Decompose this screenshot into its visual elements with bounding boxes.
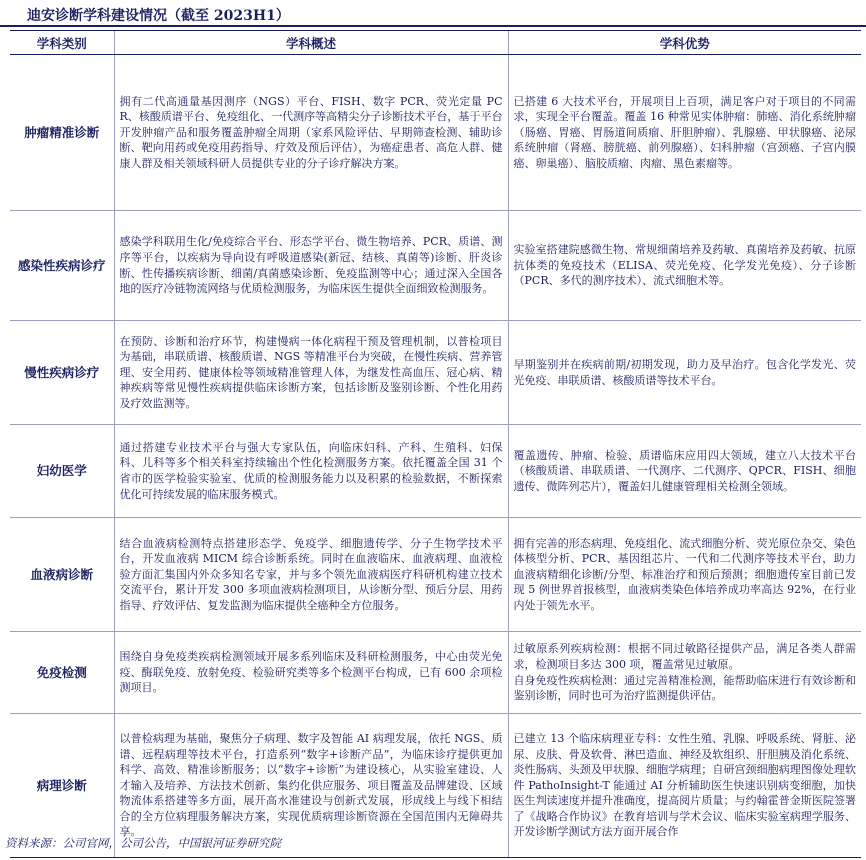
overview-cell: 拥有二代高通量基因测序（NGS）平台、FISH、数字 PCR、荧光定量 PCR、核酸质谱平台、免疫组化、一代测序等高精尖分子诊断技术平台，基于平台开发肿瘤产品和服务覆盖肿瘤全周期（家系风险评估、早期筛查检测、辅助诊断、靶向用药或免疫用药指导、疗效及预后评估），为癌症患者、高危人群、健康人群及相关领域科研人员提供专业的分子诊疗解决方案。 (114, 55, 508, 211)
advantage-cell: 已搭建 6 大技术平台，开展项目上百项，满足客户对于项目的不同需求，实现全平台覆盖。覆盖 16 种常见实体肿瘤：肺癌、消化系统肿瘤（肠癌、胃癌、胃肠道间质瘤、肝胆肿瘤）、乳腺癌、甲状腺癌、泌尿系统肿瘤（肾癌、膀胱癌、前列腺癌）、妇科肿瘤（宫颈癌、子宫内膜癌、卵巢癌）、脑胶质瘤、肉瘤、黑色素瘤等。 (508, 55, 861, 211)
category-cell: 免疫检测 (10, 632, 114, 714)
overview-cell: 在预防、诊断和治疗环节，构建慢病一体化病程干预及管理机制，以普检项目为基础，串联质谱、核酸质谱、NGS 等精准平台为突破，在慢性疾病、营养管理、安全用药、健康体检等领域精准管理人体，为继发性高血压、冠心病、精神疾病等常见慢性疾病提供临床诊断方案，包括诊断及鉴别诊断、个性化用药及疗效监测等。 (114, 321, 508, 425)
category-cell: 感染性疾病诊疗 (10, 211, 114, 321)
header-overview: 学科概述 (114, 31, 508, 55)
category-cell: 肿瘤精准诊断 (10, 55, 114, 211)
overview-cell: 感染学科联用生化/免疫综合平台、形态学平台、微生物培养、PCR、质谱、测序等平台，以疾病为导向设有呼吸道感染(新冠、结核、真菌等)诊断、肝炎诊断、性传播疾病诊断、细菌/真菌感染诊断、免疫监测等中心；通过深入全国各地的医疗冷链物流网络与优质检测服务，为临床医生提供全面细致检测服务。 (114, 211, 508, 321)
table-row (10, 518, 861, 632)
category-cell: 病理诊断 (10, 714, 114, 858)
overview-cell: 通过搭建专业技术平台与强大专家队伍，向临床妇科、产科、生殖科、妇保科、儿科等多个相关科室持续输出个性化检测服务方案。依托覆盖全国 31 个省市的医学检验实验室、优质的检测服务能力以及积累的检验数据，不断探索优化可持续发展的临床服务模式。 (114, 425, 508, 518)
table-header-row (10, 31, 861, 55)
discipline-table (10, 30, 861, 858)
advantage-cell: 早期鉴别并在疾病前期/初期发现，助力及早治疗。包含化学发光、荧光免疫、串联质谱、核酸质谱等技术平台。 (508, 321, 861, 425)
advantage-cell: 拥有完善的形态病理、免疫组化、流式细胞分析、荧光原位杂交、染色体核型分析、PCR、基因组芯片、一代和二代测序等技术平台，助力血液病精细化诊断/分型、标准治疗和预后预测；细胞遗传室目前已发现 5 例世界首报核型，血液病类染色体培养成功率高达 92%，在行业内处于领先水平。 (508, 518, 861, 632)
category-cell: 血液病诊断 (10, 518, 114, 632)
table-row (10, 425, 861, 518)
overview-cell: 围绕自身免疫类疾病检测领域开展多系列临床及科研检测服务，中心由荧光免疫、酶联免疫、放射免疫、检验研究类等多个检测平台构成，已有 600 余项检测项目。 (114, 632, 508, 714)
advantage-cell: 已建立 13 个临床病理亚专科：女性生殖、乳腺、呼吸系统、肾脏、泌尿、皮肤、骨及软骨、淋巴造血、神经及软组织、肝胆胰及消化系统、炎性肠病、头颈及甲状腺、细胞学病理；自研宫颈细胞病理图像处理软件 PathoInsight-T 能通过 AI 分析辅助医生快速识别病变细胞，加快医生判读速度并提升准确度，提高阅片质量；与约翰霍普金斯医院签署了《战略合作协议》在教育培训与学术会议、临床实验室病理学服务、开发诊断学测试方法方面开展合作 (508, 714, 861, 858)
category-cell: 慢性疾病诊疗 (10, 321, 114, 425)
title-bar (0, 0, 866, 27)
advantage-cell: 过敏原系列疾病检测：根据不同过敏路径提供产品，满足各类人群需求，检测项目多达 300 项，覆盖常见过敏原。 自身免疫性疾病检测：通过完善精准检测，能帮助临床进行有效诊断和鉴别诊断，同时也可为治疗监测提供评估。 (508, 632, 861, 714)
source-note: 资料来源：公司官网，公司公告，中国银河证券研究院 (5, 836, 281, 850)
overview-cell: 以普检病理为基础，聚焦分子病理、数字及智能 AI 病理发展，依托 NGS、质谱、远程病理等技术平台，打造系列“数字+诊断产品”，为临床诊疗提供更加科学、高效、精准诊断服务；以“数字+诊断”为建设核心，从实验室建设、人才输入及培养、方法技术创新、集约化供应服务、项目覆盖及品牌建设、区域物流体系搭建等多方面，展开高水准建设与创新式发展，形成线上与线下相结合的全方位病理服务解决方案，实现优质病理诊断资源在全国范围内无障碍共享。 (114, 714, 508, 858)
overview-cell: 结合血液病检测特点搭建形态学、免疫学、细胞遗传学、分子生物学技术平台，开发血液病 MICM 综合诊断系统。同时在血液临床、血液病理、血液检验方面汇集国内外众多知名专家，并与多个领先血液病医疗科研机构建立技术交流平台，累计开发 300 多项血液病检测项目，从诊断分型、预后分层、用药指导、疗效评估、复发监测为临床提供全癌种全方位服务。 (114, 518, 508, 632)
advantage-cell: 覆盖遗传、肿瘤、检验、质谱临床应用四大领域，建立八大技术平台（核酸质谱、串联质谱、一代测序、二代测序、QPCR、FISH、细胞遗传、微阵列芯片），覆盖妇儿健康管理相关检测全领域。 (508, 425, 861, 518)
header-advantage: 学科优势 (508, 31, 861, 55)
table-row (10, 211, 861, 321)
table-row (10, 55, 861, 211)
advantage-cell: 实验室搭建院感微生物、常规细菌培养及药敏、真菌培养及药敏、抗原抗体类的免疫技术（ELISA、荧光免疫、化学发光免疫）、分子诊断（PCR、多代的测序技术）、流式细胞术等。 (508, 211, 861, 321)
table-row (10, 632, 861, 714)
category-cell: 妇幼医学 (10, 425, 114, 518)
table-row (10, 321, 861, 425)
header-category: 学科类别 (10, 31, 114, 55)
page-title: 迪安诊断学科建设情况（截至 2023H1） (27, 8, 290, 24)
